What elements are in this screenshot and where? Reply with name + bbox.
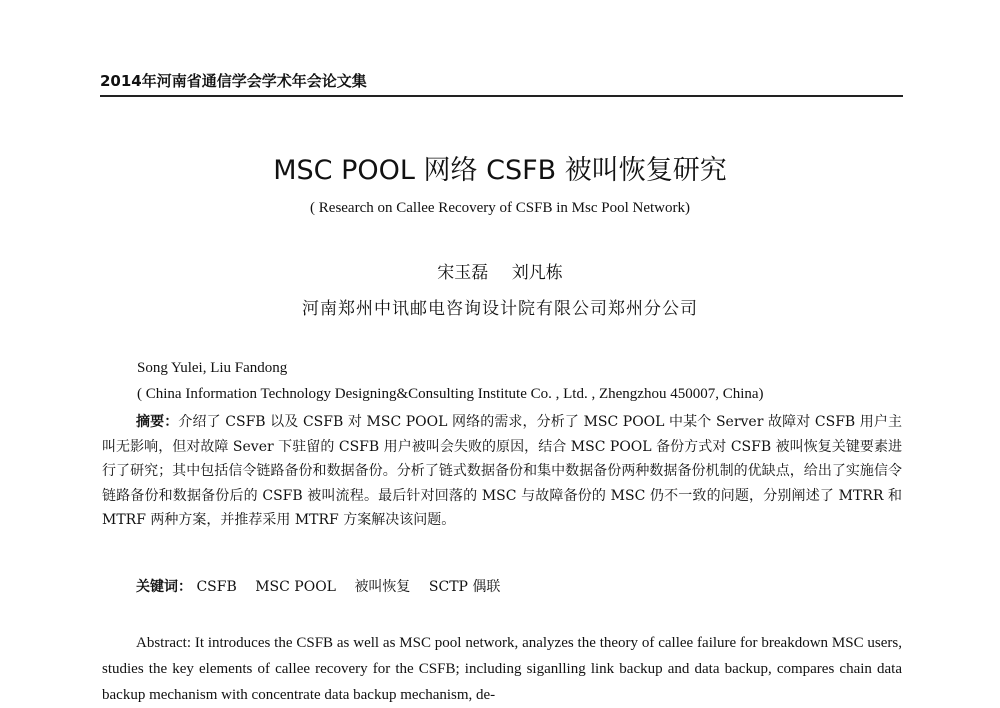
abstract-cn-text: 介绍了 CSFB 以及 CSFB 对 MSC POOL 网络的需求，分析了 MSC POOL 中某个 Server 故障对 CSFB 用户主叫无影响，但对故障 Sever 下驻留的 CSFB 用户被叫会失败的原因，结合 MSC POOL 备份方式对 CSFB 被叫恢复关键要素进行了研究；其中包括信令链路备份和数据备份。分析了链式数据备份和集中数据备份两种数据备份机制的优缺点，给出了实施信令链路备份和数据备份后的 CSFB 被叫流程。最后针对回落的 MSC 与故障备份的 MSC 仍不一致的问题，分别阐述了 MTRR 和 MTRF 两种方案，并推荐采用 MTRF 方案解决该问题。	[102, 414, 902, 528]
keyword: SCTP 偶联	[428, 579, 501, 595]
keywords-label: 关键词：	[136, 579, 192, 595]
keyword: 被叫恢复	[354, 579, 411, 595]
keywords	[136, 576, 514, 596]
paper-subtitle: ( Research on Callee Recovery of CSFB in Msc Pool Network)	[310, 200, 690, 216]
keyword: CSFB	[196, 579, 237, 595]
running-header: 2014年河南省通信学会学术年会论文集	[100, 72, 367, 90]
abstract-cn	[102, 410, 902, 533]
abstract-cn-label: 摘要：	[136, 414, 179, 430]
keyword: MSC POOL	[255, 579, 336, 595]
abstract-en: Abstract: It introduces the CSFB as well as MSC pool network, analyzes the theory of callee failure for breakdown MSC users, studies the key elements of callee recovery for the CSFB; including siganlling link backup and data backup, compares chain data backup mechanism with concentrate data backup mechanism, de-	[102, 635, 902, 703]
paper-title: MSC POOL 网络 CSFB 被叫恢复研究	[273, 155, 727, 186]
affiliation-cn: 河南郑州中讯邮电咨询设计院有限公司郑州分公司	[302, 299, 698, 319]
affiliation-en: ( China Information Technology Designing&Consulting Institute Co. , Ltd. , Zhengzhou 450007, China)	[137, 386, 764, 402]
authors-cn: 宋玉磊 刘凡栋	[437, 263, 563, 283]
authors-en: Song Yulei, Liu Fandong	[137, 360, 288, 376]
header-rule	[100, 95, 903, 97]
